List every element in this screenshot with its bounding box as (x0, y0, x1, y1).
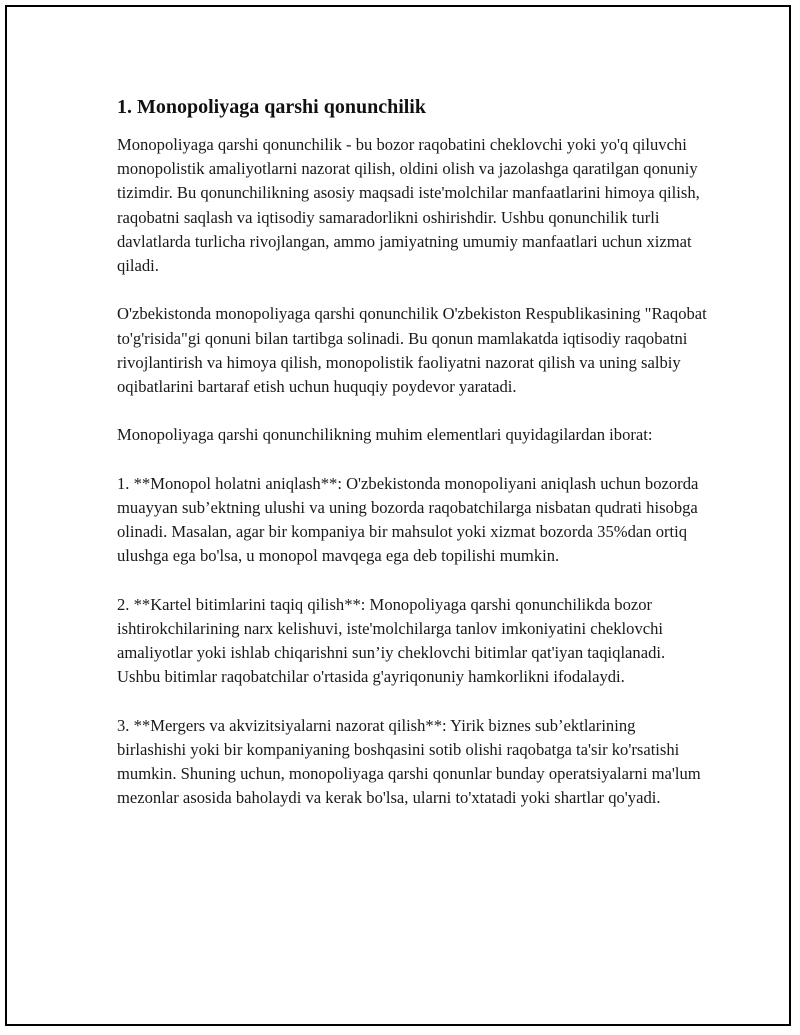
list-item-mergers-control: 3. **Mergers va akvizitsiyalarni nazorat qilish**: Yirik biznes sub’ektlarining birlashishi yoki bir kompaniyaning boshqasini sotib olishi raqobatga ta'sir ko'rsatishi mumkin. Shuning uchun, monopoliyaga qarshi qonunlar bunday operatsiyalarni ma'lum mezonlar asosida baholaydi va kerak bo'lsa, ularni to'xtatadi yoki shartlar qo'yadi. (117, 715, 701, 808)
document-body (117, 93, 707, 835)
intro-paragraph: Monopoliyaga qarshi qonunchilik - bu bozor raqobatini cheklovchi yoki yo'q qiluvchi monopolistik amaliyotlarni nazorat qilish, oldini olish va jazolashga qaratilgan qonuniy tizimdir. Bu qonunchilikning asosiy maqsadi iste'molchilar manfaatlarini himoya qilish, raqobatni saqlash va iqtisodiy samaradorlikni oshirishdir. Ushbu qonunchilik turli davlatlarda turlicha rivojlangan, ammo jamiyatning umumiy manfaatlari uchun xizmat qiladi. (117, 135, 700, 276)
list-item-cartel-ban: 2. **Kartel bitimlarini taqiq qilish**: Monopoliyaga qarshi qonunchilikda bozor ishtirokchilarining narx kelishuvi, iste'molchilarga tanlov imkoniyatini cheklovchi amaliyotlar yoki ishlab chiqarishni sun’iy cheklovchi bitimlar qat'iyan taqiqlanadi. Ushbu bitimlar raqobatchilar o'rtasida g'ayriqonuniy hamkorlikni ifodalaydi. (117, 594, 666, 687)
uzbekistan-law-paragraph: O'zbekistonda monopoliyaga qarshi qonunchilik O'zbekiston Respublikasining "Raqobat to'g'risida"gi qonuni bilan tartibga solinadi. Bu qonun mamlakatda iqtisodiy raqobatni rivojlantirish va himoya qilish, monopolistik faoliyatni nazorat qilish va uning salbiy oqibatlarini bartaraf etish uchun huquqiy poydevor yaratadi. (117, 304, 707, 397)
section-heading: 1. Monopoliyaga qarshi qonunchilik (117, 96, 426, 118)
list-item-monopoly-detection: 1. **Monopol holatni aniqlash**: O'zbekistonda monopoliyani aniqlash uchun bozorda muayyan sub’ektning ulushi va uning bozorda raqobatchilarga nisbatan qudrati hisobga olinadi. Masalan, agar bir kompaniya bir mahsulot yoki xizmat bozorda 35%dan ortiq ulushga ega bo'lsa, u monopol mavqega ega deb topilishi mumkin. (117, 473, 699, 566)
elements-intro-paragraph: Monopoliyaga qarshi qonunchilikning muhim elementlari quyidagilardan iborat: (117, 425, 653, 445)
